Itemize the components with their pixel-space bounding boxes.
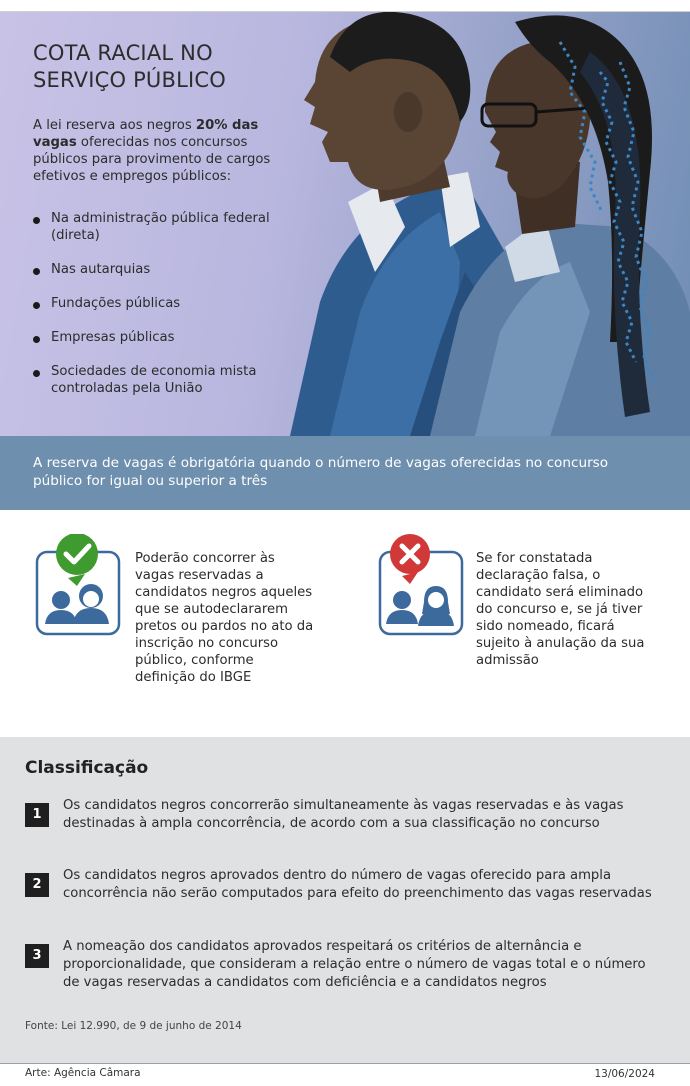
list-item-label: Fundações públicas (51, 296, 181, 311)
false-declaration-text: Se for constatada declaração falsa, o candidato será eliminado do concurso e, se já tiver sido nomeado, ficará sujeito à anulação da sua admissão (476, 551, 645, 668)
hero-section (0, 12, 690, 436)
bullet-icon (33, 336, 40, 343)
bullet-icon (33, 370, 40, 377)
people-illustration (290, 12, 690, 436)
list-item (33, 210, 283, 244)
classification-section (0, 737, 690, 1063)
obligation-banner (0, 436, 690, 510)
title-line-1: COTA RACIAL NO (33, 41, 213, 65)
classification-text: A nomeação dos candidatos aprovados respeitará os critérios de alternância e proporcionalidade, que consideram a relação entre o número de vagas total e o número de vagas reservadas a candidatos com deficiência e a candidatos negros (63, 939, 646, 990)
classification-title: Classificação (25, 758, 149, 778)
bullet-icon (33, 217, 40, 224)
list-item-label: Sociedades de economia mista controladas pela União (51, 364, 257, 396)
list-item (33, 261, 283, 278)
source-note: Fonte: Lei 12.990, de 9 de junho de 2014 (25, 1020, 242, 1032)
list-item (33, 329, 283, 346)
classification-text: Os candidatos negros aprovados dentro do número de vagas oferecido para ampla concorrência não serão computados para efeito do preenchimento das vagas reservadas (63, 868, 652, 901)
list-item-label: Na administração pública federal (direta) (51, 211, 270, 243)
list-item (33, 295, 283, 312)
date-text: 13/06/2024 (594, 1068, 655, 1080)
x-people-icon (378, 534, 468, 638)
number-badge: 2 (25, 873, 49, 897)
institution-list (33, 210, 283, 414)
bullet-icon (33, 268, 40, 275)
top-rule (0, 0, 690, 12)
number-badge: 3 (25, 944, 49, 968)
list-item-label: Nas autarquias (51, 262, 151, 277)
eligibility-text: Poderão concorrer às vagas reservadas a candidatos negros aqueles que se autodeclararem pretos ou pardos no ato da inscrição no concurso público, conforme definição do IBGE (135, 551, 314, 685)
number-badge: 1 (25, 803, 49, 827)
check-people-icon (35, 534, 125, 638)
credit-text: Arte: Agência Câmara (25, 1067, 141, 1079)
intro-suffix: oferecidas nos concursos públicos para provimento de cargos efetivos e empregos públicos: (33, 135, 271, 184)
hero-intro (33, 117, 285, 185)
classification-text: Os candidatos negros concorrerão simultaneamente às vagas reservadas e às vagas destinadas à ampla concorrência, de acordo com a sua classificação no concurso (63, 798, 624, 831)
obligation-text: A reserva de vagas é obrigatória quando o número de vagas oferecidas no concurso público for igual ou superior a três (33, 455, 609, 489)
bullet-icon (33, 302, 40, 309)
intro-prefix: A lei reserva aos negros (33, 118, 196, 133)
list-item (33, 363, 283, 397)
title-line-2: SERVIÇO PÚBLICO (33, 68, 226, 92)
footer-divider (0, 1063, 690, 1064)
list-item-label: Empresas públicas (51, 330, 175, 345)
page-title (33, 40, 333, 94)
intro-highlight: 20% das vagas (33, 118, 259, 150)
